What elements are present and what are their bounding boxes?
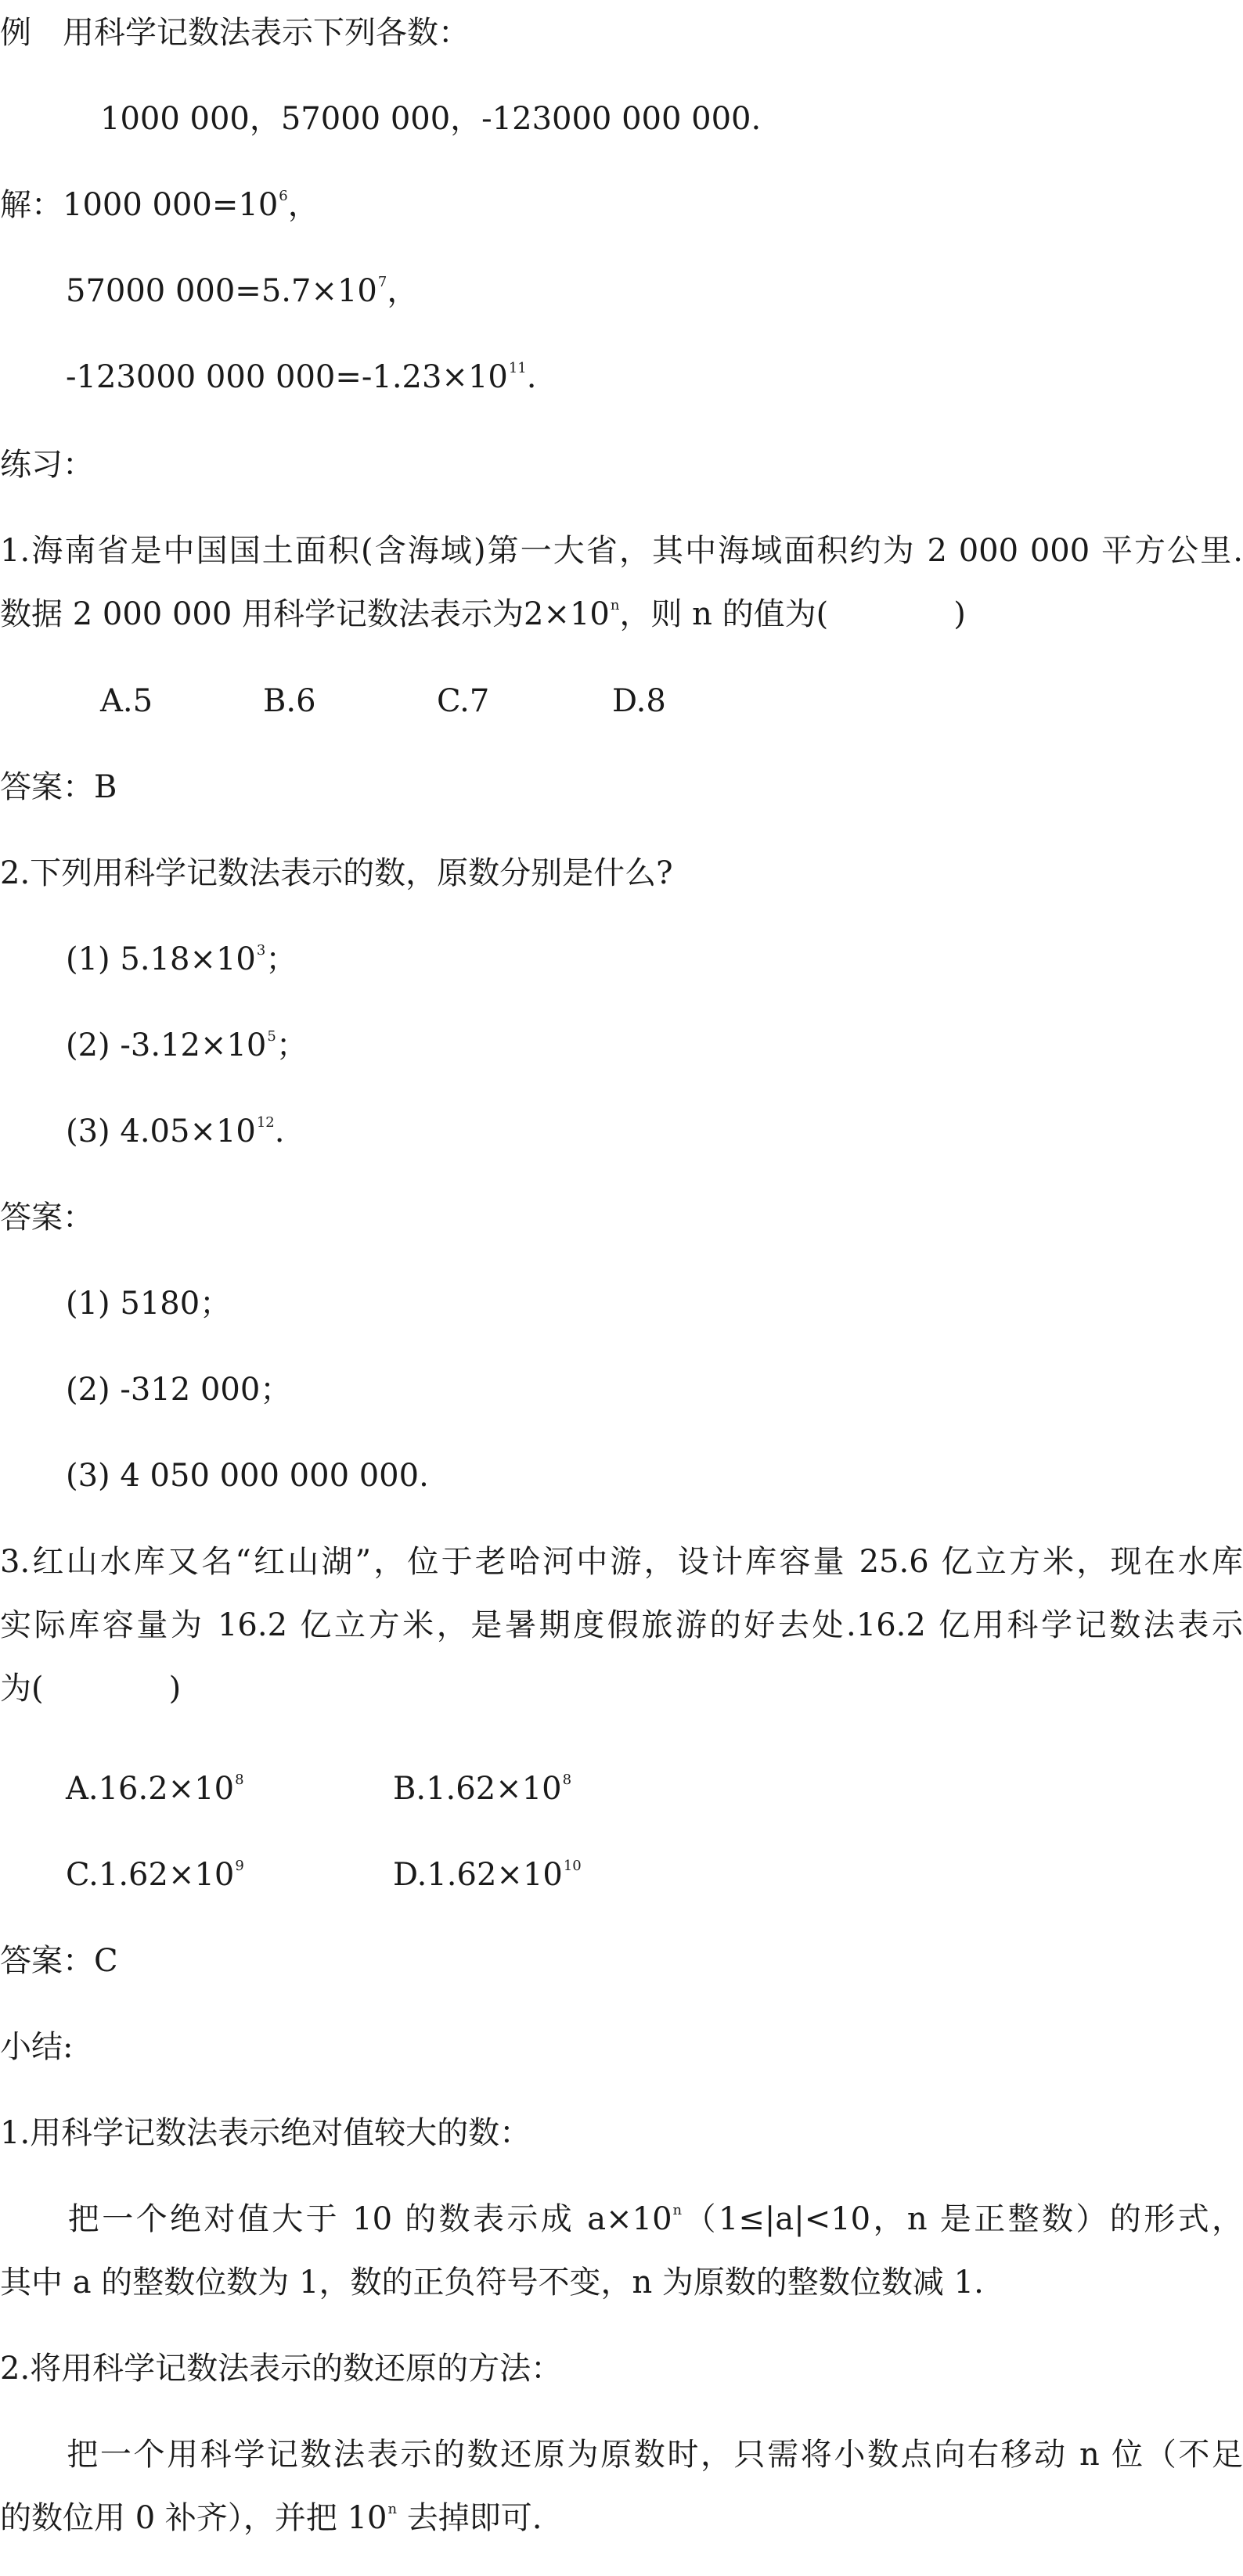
- solution-3-exponent: 11: [508, 360, 527, 377]
- q2-answer-2: (2) -312 000；: [66, 1372, 292, 1408]
- q2-answer-label: 答案：: [0, 1200, 94, 1236]
- example-title: 例 用科学记数法表示下列各数：: [0, 15, 470, 51]
- q3-option-d: [393, 1859, 582, 1891]
- q3-option-b-exponent: 8: [562, 1772, 572, 1789]
- summary-point-2-line-2: [0, 2502, 542, 2534]
- q2-item-1-end: ；: [265, 941, 297, 977]
- summary-point-1-exponent: n: [672, 2202, 683, 2219]
- solution-3-text: -123000 000 000=-1.23×10: [66, 359, 508, 395]
- solution-line-3: [66, 359, 537, 395]
- q2-item-3: [66, 1116, 284, 1147]
- q3-line-2: 实际库容量为 16.2 亿立方米，是暑期度假旅游的好去处.16.2 亿用科学记数法表示: [0, 1607, 1243, 1643]
- summary-point-1-title: 1.用科学记数法表示绝对值较大的数：: [0, 2115, 531, 2151]
- practice-label: 练习：: [0, 447, 94, 483]
- q2-item-3-end: .: [274, 1114, 285, 1149]
- q3-answer: 答案：C: [0, 1943, 118, 1979]
- summary-point-1-pre: 把一个绝对值大于 10 的数表示成 a×10: [0, 2201, 672, 2237]
- q1-answer: 答案：B: [0, 769, 117, 805]
- example-numbers: 1000 000，57000 000，-123000 000 000.: [100, 101, 762, 137]
- summary-label: 小结:: [0, 2029, 74, 2065]
- q2-item-3-exponent: 12: [256, 1114, 275, 1131]
- q3-option-c: [66, 1859, 244, 1891]
- q2-item-3-text: (3) 4.05×10: [66, 1114, 256, 1149]
- q3-option-d-exponent: 10: [563, 1858, 582, 1875]
- summary-point-2-pre: 的数位用 0 补齐），并把 10: [0, 2500, 387, 2536]
- summary-point-2-exponent: n: [387, 2501, 398, 2518]
- q2-stem: 2.下列用科学记数法表示的数，原数分别是什么?: [0, 855, 673, 891]
- summary-point-1-line-1: [0, 2201, 1243, 2237]
- summary-point-2-title: 2.将用科学记数法表示的数还原的方法：: [0, 2351, 563, 2387]
- q1-line-2-pre: 数据 2 000 000 用科学记数法表示为2×10: [0, 596, 610, 632]
- summary-point-2-post: 去掉即可.: [397, 2500, 542, 2536]
- summary-point-2-line-1: 把一个用科学记数法表示的数还原为原数时，只需将小数点向右移动 n 位（不足: [0, 2437, 1243, 2473]
- q2-item-1: [66, 941, 297, 977]
- q3-option-b-text: B.1.62×10: [393, 1771, 562, 1807]
- q2-item-2-text: (2) -3.12×10: [66, 1027, 267, 1063]
- q3-option-d-text: D.1.62×10: [393, 1857, 563, 1893]
- solution-1-end: ，: [287, 187, 319, 223]
- solution-label: 解：: [0, 187, 63, 223]
- q2-answer-3: (3) 4 050 000 000 000.: [66, 1458, 429, 1494]
- solution-line-2: [66, 275, 418, 307]
- solution-2-text: 57000 000=5.7×10: [66, 273, 377, 309]
- q3-option-a: [66, 1771, 244, 1807]
- q1-option-a: A.5: [100, 683, 153, 719]
- solution-line-1: [0, 189, 319, 221]
- q1-line-2-post: ，则 n 的值为( ): [619, 596, 966, 632]
- q3-option-c-text: C.1.62×10: [66, 1857, 235, 1893]
- q2-answer-1: (1) 5180；: [66, 1286, 232, 1322]
- q2-item-2: [66, 1027, 308, 1063]
- q2-item-1-text: (1) 5.18×10: [66, 941, 256, 977]
- q3-option-c-exponent: 9: [235, 1858, 244, 1875]
- q1-line-1: 1.海南省是中国国土面积(含海域)第一大省，其中海域面积约为 2 000 000 平方公里.: [0, 533, 1243, 569]
- q1-exponent: n: [610, 597, 620, 614]
- summary-point-1-post: （1≤|a|<10，n 是正整数）的形式，: [682, 2201, 1243, 2237]
- q3-line-1: 3.红山水库又名“红山湖”，位于老哈河中游，设计库容量 25.6 亿立方米，现在水库: [0, 1544, 1243, 1580]
- q3-line-3: 为( ): [0, 1671, 182, 1707]
- q3-option-a-text: A.16.2×10: [66, 1771, 235, 1807]
- q1-option-c: C.7: [437, 683, 490, 719]
- solution-2-end: ，: [387, 273, 419, 309]
- solution-2-exponent: 7: [377, 274, 387, 291]
- solution-3-end: .: [526, 359, 537, 395]
- q2-item-2-exponent: 5: [267, 1028, 276, 1045]
- q1-option-d: D.8: [612, 683, 666, 719]
- solution-1-exponent: 6: [279, 188, 288, 205]
- q1-option-b: B.6: [263, 683, 316, 719]
- q2-item-1-exponent: 3: [256, 942, 266, 959]
- q2-item-2-end: ；: [276, 1027, 308, 1063]
- q1-line-2: [0, 596, 966, 632]
- q3-option-b: [393, 1771, 572, 1807]
- q3-option-a-exponent: 8: [235, 1772, 244, 1789]
- summary-point-1-line-2: 其中 a 的整数位数为 1，数的正负符号不变，n 为原数的整数位数减 1.: [0, 2265, 984, 2301]
- solution-1-text: 1000 000=10: [63, 187, 279, 223]
